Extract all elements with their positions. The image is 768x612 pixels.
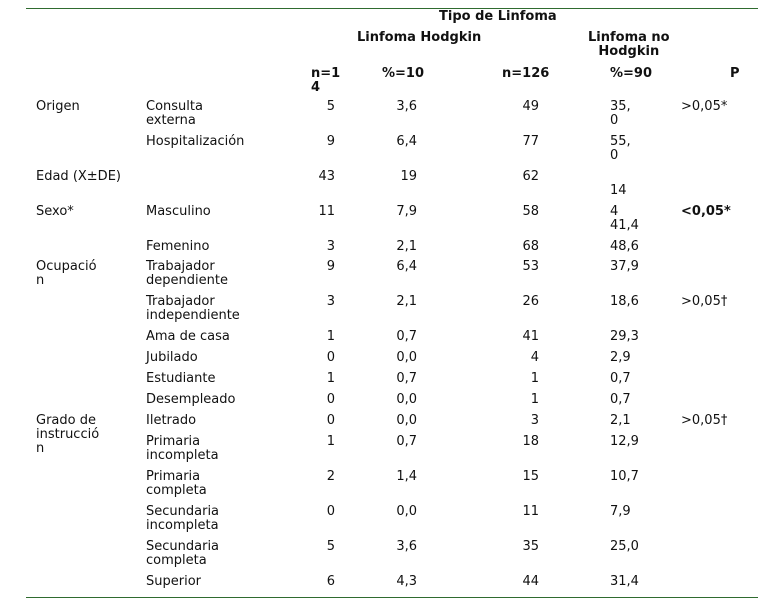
cell-pct-no-hodgkin: 10,7	[610, 469, 639, 484]
cell-pct-hodgkin: 1,4	[396, 469, 417, 484]
cell-pct-hodgkin: 6,4	[396, 259, 417, 274]
cell-pct-hodgkin: 0,0	[396, 350, 417, 365]
cell-n-no-hodgkin: 3	[530, 413, 539, 428]
cell-pct-no-hodgkin: 48,6	[610, 239, 639, 254]
cell-n-no-hodgkin: 35	[522, 539, 539, 554]
cell-n-hodgkin: 5	[326, 539, 335, 554]
cell-pct-no-hodgkin: 14	[610, 183, 627, 198]
cell-n-no-hodgkin: 58	[522, 204, 539, 219]
header-n-no-hodgkin: n=126	[502, 66, 550, 81]
cell-pct-hodgkin: 19	[400, 169, 417, 184]
row-subcategory: Primaria incompleta	[146, 434, 219, 463]
row-subcategory: Femenino	[146, 239, 210, 254]
cell-pct-no-hodgkin: 2,1	[610, 413, 631, 428]
cell-n-no-hodgkin: 1	[530, 392, 539, 407]
header-linfoma-hodgkin: Linfoma Hodgkin	[357, 30, 482, 45]
header-linfoma-no-hodgkin: Linfoma no Hodgkin	[588, 30, 670, 59]
row-subcategory: Desempleado	[146, 392, 236, 407]
cell-p-value: >0,05*	[681, 99, 728, 114]
row-subcategory: Consulta externa	[146, 99, 203, 128]
table-bottom-rule	[26, 597, 758, 598]
cell-n-hodgkin: 5	[326, 99, 335, 114]
cell-p-value: >0,05†	[681, 413, 728, 428]
cell-n-no-hodgkin: 41	[522, 329, 539, 344]
cell-n-no-hodgkin: 1	[530, 371, 539, 386]
table-top-rule	[26, 8, 758, 9]
row-category: Edad (X±DE)	[36, 169, 121, 184]
cell-n-hodgkin: 1	[326, 329, 335, 344]
row-category: Grado de instrucció n	[36, 413, 100, 456]
cell-pct-hodgkin: 2,1	[396, 294, 417, 309]
header-p: P	[730, 66, 740, 81]
row-subcategory: Secundaria incompleta	[146, 504, 220, 533]
row-subcategory: Jubilado	[146, 350, 198, 365]
row-category: Sexo*	[36, 204, 74, 219]
cell-pct-hodgkin: 0,0	[396, 504, 417, 519]
row-subcategory: Trabajador independiente	[146, 294, 240, 323]
cell-pct-hodgkin: 7,9	[396, 204, 417, 219]
cell-pct-hodgkin: 2,1	[396, 239, 417, 254]
cell-pct-hodgkin: 6,4	[396, 134, 417, 149]
cell-pct-no-hodgkin: 12,9	[610, 434, 639, 449]
cell-pct-no-hodgkin: 0,7	[610, 371, 631, 386]
cell-n-hodgkin: 2	[326, 469, 335, 484]
cell-pct-no-hodgkin: 0,7	[610, 392, 631, 407]
cell-n-hodgkin: 6	[326, 574, 335, 589]
row-subcategory: Hospitalización	[146, 134, 245, 149]
cell-pct-no-hodgkin: 7,9	[610, 504, 631, 519]
cell-pct-no-hodgkin: 31,4	[610, 574, 639, 589]
cell-n-hodgkin: 0	[326, 504, 335, 519]
row-subcategory: Trabajador dependiente	[146, 259, 228, 288]
cell-n-no-hodgkin: 26	[522, 294, 539, 309]
cell-n-hodgkin: 0	[326, 392, 335, 407]
cell-pct-hodgkin: 0,7	[396, 434, 417, 449]
cell-pct-no-hodgkin: 35, 0	[610, 99, 631, 128]
cell-pct-hodgkin: 0,7	[396, 329, 417, 344]
cell-n-no-hodgkin: 4	[530, 350, 539, 365]
cell-n-no-hodgkin: 49	[522, 99, 539, 114]
cell-n-no-hodgkin: 68	[522, 239, 539, 254]
row-category: Origen	[36, 99, 80, 114]
row-category: Ocupació n	[36, 259, 97, 288]
cell-n-hodgkin: 9	[326, 259, 335, 274]
cell-n-no-hodgkin: 62	[522, 169, 539, 184]
cell-pct-hodgkin: 3,6	[396, 539, 417, 554]
cell-n-hodgkin: 3	[326, 294, 335, 309]
row-subcategory: Masculino	[146, 204, 211, 219]
cell-n-no-hodgkin: 77	[522, 134, 539, 149]
cell-n-hodgkin: 3	[326, 239, 335, 254]
cell-p-value: >0,05†	[681, 294, 728, 309]
cell-n-hodgkin: 9	[326, 134, 335, 149]
cell-pct-no-hodgkin: 55, 0	[610, 134, 631, 163]
cell-n-hodgkin: 11	[318, 204, 335, 219]
cell-n-hodgkin: 1	[326, 371, 335, 386]
cell-n-no-hodgkin: 53	[522, 259, 539, 274]
cell-pct-no-hodgkin: 29,3	[610, 329, 639, 344]
cell-n-no-hodgkin: 11	[522, 504, 539, 519]
row-subcategory: Ama de casa	[146, 329, 230, 344]
header-pct-no-hodgkin: %=90	[610, 66, 653, 81]
cell-n-no-hodgkin: 44	[522, 574, 539, 589]
cell-pct-hodgkin: 0,7	[396, 371, 417, 386]
row-subcategory: Estudiante	[146, 371, 216, 386]
cell-n-no-hodgkin: 15	[522, 469, 539, 484]
cell-n-hodgkin: 43	[318, 169, 335, 184]
cell-n-hodgkin: 0	[326, 350, 335, 365]
cell-n-hodgkin: 0	[326, 413, 335, 428]
cell-n-hodgkin: 1	[326, 434, 335, 449]
row-subcategory: Primaria completa	[146, 469, 207, 498]
cell-pct-hodgkin: 0,0	[396, 413, 417, 428]
cell-pct-no-hodgkin: 37,9	[610, 259, 639, 274]
cell-pct-hodgkin: 4,3	[396, 574, 417, 589]
row-subcategory: Superior	[146, 574, 201, 589]
row-subcategory: Secundaria completa	[146, 539, 220, 568]
header-group-title: Tipo de Linfoma	[439, 9, 557, 24]
cell-pct-hodgkin: 0,0	[396, 392, 417, 407]
cell-p-value: <0,05*	[681, 204, 731, 219]
cell-pct-no-hodgkin: 18,6	[610, 294, 639, 309]
cell-pct-hodgkin: 3,6	[396, 99, 417, 114]
cell-n-no-hodgkin: 18	[522, 434, 539, 449]
header-n-hodgkin: n=1 4	[311, 66, 341, 95]
row-subcategory: Iletrado	[146, 413, 197, 428]
header-pct-hodgkin: %=10	[382, 66, 425, 81]
cell-pct-no-hodgkin: 25,0	[610, 539, 639, 554]
cell-pct-no-hodgkin: 4 41,4	[610, 204, 639, 233]
cell-pct-no-hodgkin: 2,9	[610, 350, 631, 365]
